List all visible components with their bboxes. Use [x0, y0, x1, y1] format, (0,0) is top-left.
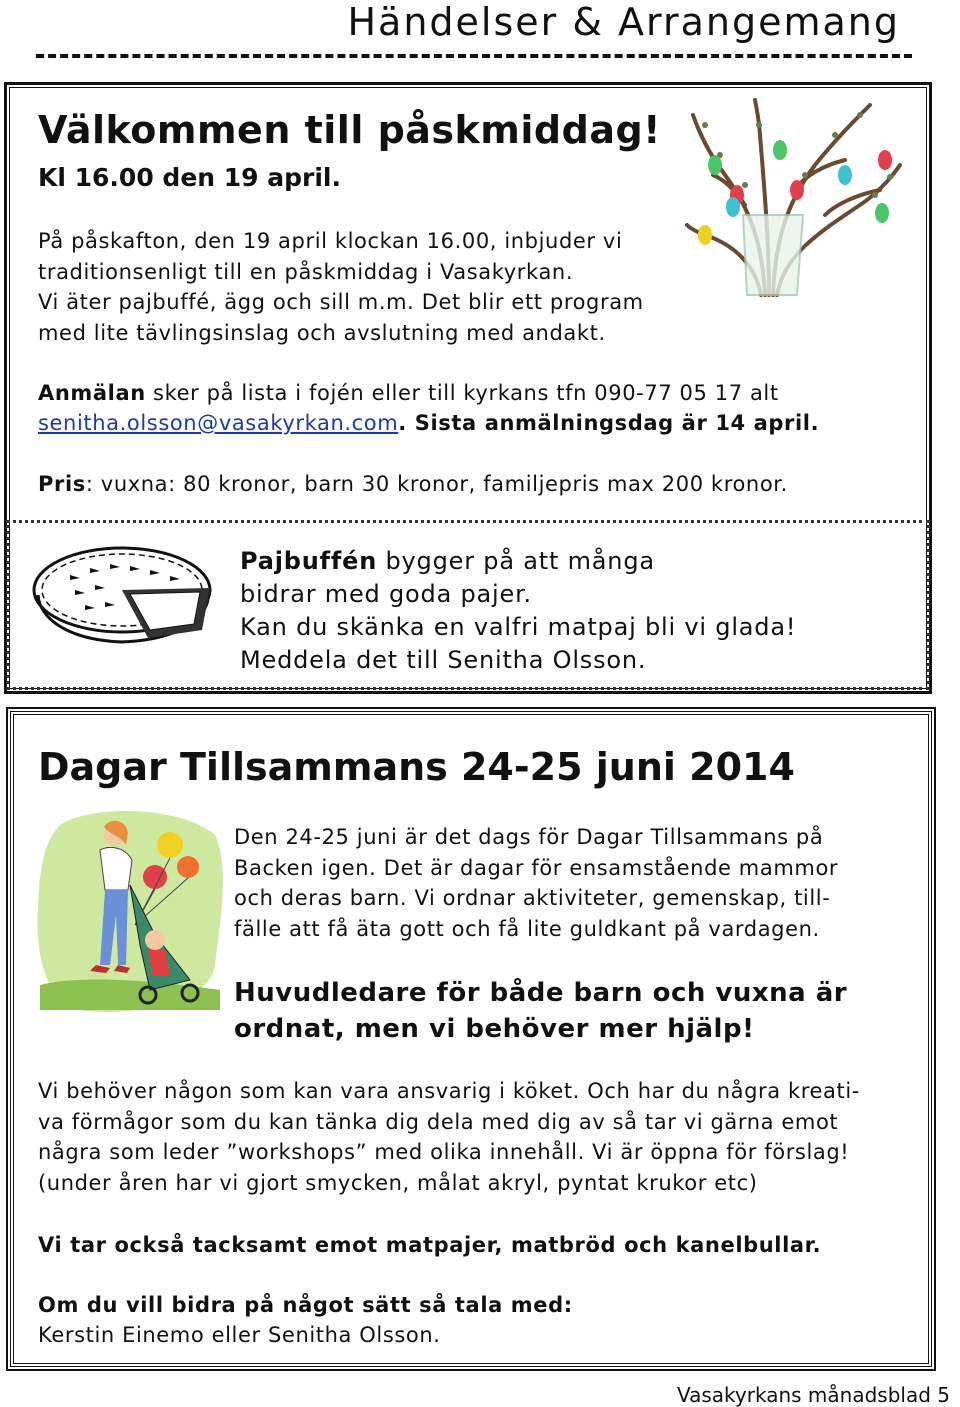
- easter-tree-illustration: [685, 95, 910, 305]
- price-text: : vuxna: 80 kronor, barn 30 kronor, familjepris max 200 kronor.: [85, 472, 788, 496]
- signup-label: Anmälan: [38, 381, 146, 405]
- help-line: några som leder ”workshops” med olika innehåll. Vi är öppna för förslag!: [38, 1140, 850, 1164]
- help-line: va förmågor som du kan tänka dig dela med dig av så tar vi gärna emot: [38, 1109, 839, 1134]
- pie-bold: Pajbuffén: [240, 547, 378, 575]
- easter-intro-line: traditionsenligt till en påskmiddag i Vasakyrkan.: [38, 259, 574, 284]
- easter-intro: [38, 226, 644, 348]
- easter-subheading: Kl 16.00 den 19 april.: [38, 163, 342, 192]
- email-link[interactable]: senitha.olsson@vasakyrkan.com: [38, 411, 399, 435]
- email-line: [38, 408, 819, 439]
- signup-line: [38, 378, 779, 409]
- price-line: [38, 469, 788, 500]
- header-divider: [36, 54, 912, 58]
- pie-line: Kan du skänka en valfri matpaj bli vi glada!: [240, 613, 797, 641]
- together-intro-line: Den 24-25 juni är det dags för Dagar Tillsammans på: [234, 825, 824, 849]
- help-request: [38, 1076, 860, 1198]
- pie-line: Meddela det till Senitha Olsson.: [240, 646, 647, 674]
- leaders-line: ordnat, men vi behöver mer hjälp!: [234, 1014, 755, 1044]
- easter-intro-line: På påskafton, den 19 april klockan 16.00, inbjuder vi: [38, 229, 623, 253]
- help-line: Vi behöver någon som kan vara ansvarig i köket. Och har du några kreati-: [38, 1079, 860, 1103]
- easter-intro-line: med lite tävlingsinslag och avslutning med andakt.: [38, 320, 606, 345]
- contact-heading: Om du vill bidra på något sätt så tala med:: [38, 1293, 573, 1317]
- pie-line: [240, 545, 796, 578]
- deadline-text: . Sista anmälningsdag är 14 april.: [398, 411, 820, 435]
- signup-text: sker på lista i fojén eller till kyrkans tfn 090-77 05 17 alt: [145, 381, 779, 405]
- together-intro-line: Backen igen. Det är dagar för ensamstående mammor: [234, 855, 839, 880]
- thanks-line: Vi tar också tacksamt emot matpajer, matbröd och kanelbullar.: [38, 1233, 822, 1257]
- help-line: (under åren har vi gjort smycken, målat akryl, pyntat krukor etc): [38, 1170, 758, 1195]
- together-intro: [234, 822, 838, 944]
- contact-names: Kerstin Einemo eller Senitha Olsson.: [38, 1323, 441, 1347]
- price-label: Pris: [38, 472, 86, 496]
- pie-illustration: [30, 540, 215, 650]
- leaders-notice: [234, 975, 847, 1047]
- pie-line: bidrar med goda pajer.: [240, 580, 532, 608]
- pie-text: [240, 545, 796, 677]
- leaders-line: Huvudledare för både barn och vuxna är: [234, 978, 848, 1008]
- page-title: Händelser & Arrangemang: [347, 0, 900, 44]
- easter-heading: Välkommen till påskmiddag!: [38, 108, 662, 152]
- together-heading: Dagar Tillsammans 24-25 juni 2014: [38, 745, 795, 789]
- together-intro-line: och deras barn. Vi ordnar aktiviteter, gemenskap, till-: [234, 886, 831, 910]
- pie-line1-text: bygger på att många: [377, 547, 655, 575]
- page-footer: Vasakyrkans månadsblad 5: [677, 1383, 950, 1407]
- together-intro-line: fälle att få äta gott och få lite guldkant på vardagen.: [234, 916, 820, 941]
- easter-intro-line: Vi äter pajbuffé, ägg och sill m.m. Det blir ett program: [38, 290, 644, 314]
- mother-stroller-illustration: [30, 805, 230, 1020]
